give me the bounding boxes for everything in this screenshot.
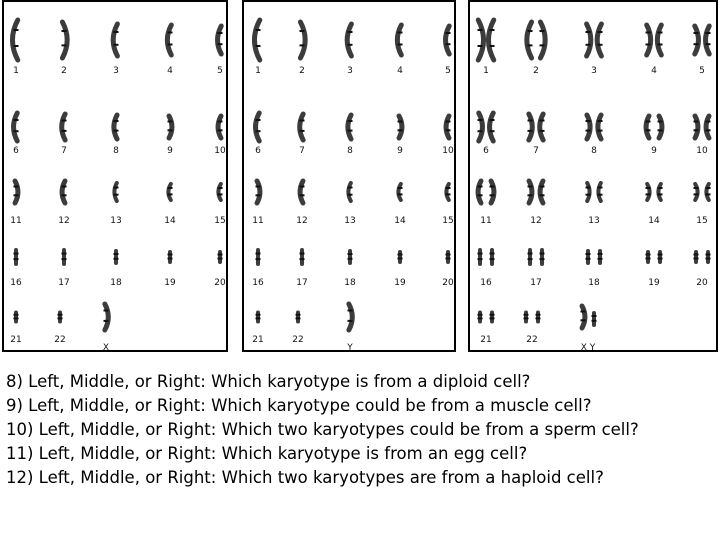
chromosome-15 bbox=[446, 184, 451, 200]
chromosome-22-b bbox=[536, 313, 541, 322]
chromosome-15-b bbox=[706, 184, 711, 200]
chromosome-2-b bbox=[540, 22, 546, 58]
chromosome-label: 12 bbox=[296, 216, 308, 226]
chromosome-label: 13 bbox=[588, 216, 600, 226]
chromosome-5 bbox=[218, 26, 223, 54]
chromosome-19 bbox=[398, 252, 403, 262]
chromosome-12 bbox=[62, 181, 67, 203]
chromosome-set bbox=[244, 2, 458, 354]
chromosome-20 bbox=[218, 252, 223, 262]
chromosome-17-a bbox=[528, 250, 533, 264]
chromosome-label: 10 bbox=[696, 146, 708, 156]
chromosome-16-a bbox=[478, 250, 483, 264]
chromosome-10 bbox=[446, 116, 451, 138]
chromosome-label: 20 bbox=[442, 278, 454, 288]
chromosome-label: 22 bbox=[54, 335, 66, 345]
chromosome-18-b bbox=[598, 251, 603, 263]
chromosome-label: Y bbox=[347, 343, 353, 353]
chromosome-9 bbox=[398, 116, 403, 138]
chromosome-label: 21 bbox=[10, 335, 22, 345]
chromosome-label: 20 bbox=[214, 278, 226, 288]
chromosome-label: 14 bbox=[394, 216, 406, 226]
chromosome-16 bbox=[14, 250, 19, 264]
chromosome-14-a bbox=[646, 184, 651, 200]
chromosome-label: 2 bbox=[299, 66, 305, 76]
chromosome-label: 9 bbox=[651, 146, 657, 156]
chromosome-19-b bbox=[658, 252, 663, 262]
chromosome-label: 17 bbox=[296, 278, 308, 288]
chromosome-label: 5 bbox=[445, 66, 451, 76]
chromosome-7 bbox=[62, 114, 67, 140]
chromosome-label: 17 bbox=[58, 278, 70, 288]
chromosome-label: 4 bbox=[397, 66, 403, 76]
chromosome-7 bbox=[300, 114, 305, 140]
chromosome-y bbox=[592, 313, 597, 325]
chromosome-1-b bbox=[488, 20, 494, 60]
chromosome-y bbox=[348, 304, 353, 330]
chromosome-label: 6 bbox=[483, 146, 489, 156]
chromosome-8-a bbox=[586, 115, 591, 139]
chromosome-label: 7 bbox=[533, 146, 539, 156]
chromosome-label: 4 bbox=[651, 66, 657, 76]
chromosome-2-a bbox=[527, 22, 533, 58]
chromosome-3 bbox=[113, 24, 118, 56]
chromosome-22-a bbox=[524, 313, 529, 322]
chromosome-label: 7 bbox=[61, 146, 67, 156]
chromosome-17-b bbox=[540, 250, 545, 264]
question-9: 9) Left, Middle, or Right: Which karyotype could be from a muscle cell? bbox=[6, 396, 592, 415]
chromosome-label: 18 bbox=[588, 278, 600, 288]
chromosome-1 bbox=[12, 20, 18, 60]
chromosome-label: 19 bbox=[394, 278, 406, 288]
chromosome-label: 5 bbox=[699, 66, 705, 76]
chromosome-12-a bbox=[528, 181, 533, 203]
chromosome-18-a bbox=[586, 251, 591, 263]
chromosome-set bbox=[4, 2, 230, 354]
karyotype-left bbox=[2, 0, 228, 352]
chromosome-label: 3 bbox=[347, 66, 353, 76]
chromosome-3-b bbox=[597, 24, 602, 56]
chromosome-17 bbox=[62, 250, 67, 264]
chromosome-label: 18 bbox=[344, 278, 356, 288]
chromosome-label: 15 bbox=[442, 216, 454, 226]
chromosome-label: 10 bbox=[442, 146, 454, 156]
chromosome-5 bbox=[446, 26, 451, 54]
chromosome-6 bbox=[256, 113, 261, 141]
chromosome-20 bbox=[446, 252, 451, 262]
chromosome-4-a bbox=[646, 25, 651, 55]
chromosome-label: 7 bbox=[299, 146, 305, 156]
chromosome-label: 21 bbox=[252, 335, 264, 345]
chromosome-21-b bbox=[490, 313, 495, 322]
chromosome-label: 8 bbox=[591, 146, 597, 156]
chromosome-6-b bbox=[490, 113, 495, 141]
chromosome-16 bbox=[256, 250, 261, 264]
chromosome-x bbox=[104, 304, 109, 330]
chromosome-9-b bbox=[658, 116, 663, 138]
chromosome-8 bbox=[114, 115, 119, 139]
chromosome-12-b bbox=[540, 181, 545, 203]
chromosome-6-a bbox=[478, 113, 483, 141]
chromosome-label: X bbox=[102, 343, 110, 353]
question-11: 11) Left, Middle, or Right: Which karyotype is from an egg cell? bbox=[6, 444, 528, 463]
chromosome-label: 16 bbox=[480, 278, 492, 288]
chromosome-x bbox=[581, 306, 586, 328]
chromosome-label: 20 bbox=[696, 278, 708, 288]
chromosome-16-b bbox=[490, 250, 495, 264]
chromosome-label: 14 bbox=[648, 216, 660, 226]
chromosome-21 bbox=[14, 313, 19, 322]
chromosome-2 bbox=[300, 22, 306, 58]
chromosome-4 bbox=[167, 25, 172, 55]
chromosome-17 bbox=[300, 250, 305, 264]
chromosome-1 bbox=[254, 20, 260, 60]
chromosome-10 bbox=[218, 116, 223, 138]
chromosome-label: 15 bbox=[696, 216, 708, 226]
chromosome-label: 6 bbox=[255, 146, 261, 156]
chromosome-6 bbox=[14, 113, 19, 141]
chromosome-21 bbox=[256, 313, 261, 322]
chromosome-label: 8 bbox=[347, 146, 353, 156]
chromosome-label: 14 bbox=[164, 216, 176, 226]
chromosome-7-b bbox=[540, 114, 545, 140]
karyotype-right bbox=[468, 0, 718, 352]
chromosome-label: 4 bbox=[167, 66, 173, 76]
chromosome-label: 21 bbox=[480, 335, 492, 345]
chromosome-15-a bbox=[694, 184, 699, 200]
chromosome-18 bbox=[114, 251, 119, 263]
chromosome-13-b bbox=[598, 183, 603, 201]
chromosome-label: 18 bbox=[110, 278, 122, 288]
chromosome-label: 11 bbox=[252, 216, 264, 226]
chromosome-label: 22 bbox=[292, 335, 304, 345]
chromosome-13-a bbox=[586, 183, 591, 201]
chromosome-8 bbox=[348, 115, 353, 139]
chromosome-label: 22 bbox=[526, 335, 538, 345]
chromosome-12 bbox=[300, 181, 305, 203]
chromosome-label: 16 bbox=[252, 278, 264, 288]
chromosome-15 bbox=[218, 184, 223, 200]
chromosome-7-a bbox=[528, 114, 533, 140]
chromosome-label: 9 bbox=[167, 146, 173, 156]
chromosome-label: 19 bbox=[648, 278, 660, 288]
chromosome-10-b bbox=[706, 116, 711, 138]
chromosome-13 bbox=[114, 183, 119, 201]
question-list bbox=[6, 370, 639, 490]
chromosome-18 bbox=[348, 251, 353, 263]
chromosome-label: 11 bbox=[10, 216, 22, 226]
chromosome-label: 8 bbox=[113, 146, 119, 156]
chromosome-19-a bbox=[646, 252, 651, 262]
chromosome-label: 10 bbox=[214, 146, 226, 156]
chromosome-label: 6 bbox=[13, 146, 19, 156]
chromosome-3-a bbox=[586, 24, 591, 56]
chromosome-22 bbox=[296, 313, 301, 322]
chromosome-8-b bbox=[598, 115, 603, 139]
chromosome-14-b bbox=[658, 184, 663, 200]
chromosome-5-b bbox=[706, 26, 711, 54]
chromosome-label: 11 bbox=[480, 216, 492, 226]
chromosome-label: 3 bbox=[591, 66, 597, 76]
chromosome-20-a bbox=[694, 252, 699, 262]
chromosome-label: 1 bbox=[483, 66, 489, 76]
chromosome-label: 12 bbox=[530, 216, 542, 226]
chromosome-label: 16 bbox=[10, 278, 22, 288]
chromosome-9-a bbox=[646, 116, 651, 138]
chromosome-label: 1 bbox=[13, 66, 19, 76]
chromosome-21-a bbox=[478, 313, 483, 322]
chromosome-label: 12 bbox=[58, 216, 70, 226]
chromosome-4-b bbox=[657, 25, 662, 55]
chromosome-label: 1 bbox=[255, 66, 261, 76]
chromosome-label: 13 bbox=[344, 216, 356, 226]
chromosome-label: 5 bbox=[217, 66, 223, 76]
chromosome-2 bbox=[62, 22, 68, 58]
chromosome-3 bbox=[347, 24, 352, 56]
chromosome-20-b bbox=[706, 252, 711, 262]
question-12: 12) Left, Middle, or Right: Which two karyotypes are from a haploid cell? bbox=[6, 468, 604, 487]
chromosome-11 bbox=[256, 181, 261, 203]
chromosome-14 bbox=[398, 184, 403, 200]
chromosome-label: 17 bbox=[530, 278, 542, 288]
karyotype-middle bbox=[242, 0, 456, 352]
chromosome-label: 2 bbox=[61, 66, 67, 76]
question-8: 8) Left, Middle, or Right: Which karyotype is from a diploid cell? bbox=[6, 372, 531, 391]
chromosome-label: 9 bbox=[397, 146, 403, 156]
chromosome-label: 3 bbox=[113, 66, 119, 76]
chromosome-5-a bbox=[694, 26, 699, 54]
chromosome-10-a bbox=[694, 116, 699, 138]
chromosome-14 bbox=[168, 184, 173, 200]
chromosome-13 bbox=[348, 183, 353, 201]
chromosome-9 bbox=[168, 116, 173, 138]
chromosome-4 bbox=[397, 25, 402, 55]
chromosome-11-b bbox=[490, 181, 495, 203]
chromosome-label: X Y bbox=[580, 343, 596, 353]
chromosome-11 bbox=[14, 181, 19, 203]
chromosome-label: 2 bbox=[533, 66, 539, 76]
chromosome-label: 19 bbox=[164, 278, 176, 288]
chromosome-set bbox=[470, 2, 720, 354]
chromosome-label: 13 bbox=[110, 216, 122, 226]
chromosome-label: 15 bbox=[214, 216, 226, 226]
question-10: 10) Left, Middle, or Right: Which two karyotypes could be from a sperm cell? bbox=[6, 420, 639, 439]
chromosome-19 bbox=[168, 252, 173, 262]
chromosome-11-a bbox=[478, 181, 483, 203]
chromosome-1-a bbox=[478, 20, 484, 60]
chromosome-22 bbox=[58, 313, 63, 322]
